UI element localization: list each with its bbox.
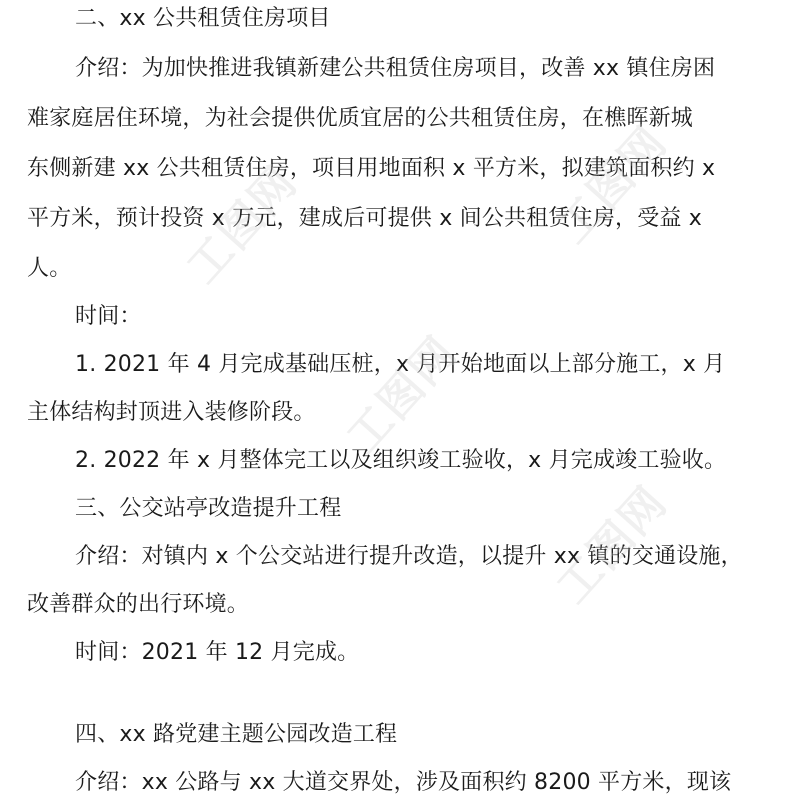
paragraph-line: 平方米，预计投资 x 万元，建成后可提供 x 间公共租赁住房，受益 x — [27, 206, 703, 231]
list-item-continuation: 主体结构封顶进入装修阶段。 — [27, 400, 316, 425]
paragraph-line: 难家庭居住环境，为社会提供优质宜居的公共租赁住房，在樵晖新城 — [27, 106, 694, 131]
paragraph-line: 人。 — [27, 256, 72, 281]
time-label: 时间： — [75, 304, 142, 329]
section-heading-2: 二、xx 公共租赁住房项目 — [75, 6, 331, 31]
paragraph-line: 东侧新建 xx 公共租赁住房，项目用地面积 x 平方米，拟建筑面积约 x — [27, 156, 716, 181]
list-item: 2. 2022 年 x 月整体完工以及组织竣工验收，x 月完成竣工验收。 — [75, 448, 727, 473]
watermark-logo: 工图网 — [547, 116, 678, 254]
section-heading-3: 三、公交站亭改造提升工程 — [75, 496, 342, 521]
watermark-logo: 工图网 — [547, 476, 678, 614]
watermark-logo: 工图网 — [177, 156, 308, 294]
list-item: 1. 2021 年 4 月完成基础压桩，x 月开始地面以上部分施工，x 月 — [75, 352, 726, 377]
watermark-logo: 工图网 — [337, 326, 468, 464]
paragraph-line: 介绍：为加快推进我镇新建公共租赁住房项目，改善 xx 镇住房困 — [75, 56, 716, 81]
paragraph-line: 介绍：对镇内 x 个公交站进行提升改造，以提升 xx 镇的交通设施， — [75, 544, 743, 569]
section-heading-4: 四、xx 路党建主题公园改造工程 — [75, 722, 398, 747]
paragraph-line: 介绍：xx 公路与 xx 大道交界处，涉及面积约 8200 平方米，现该 — [75, 770, 732, 795]
time-line: 时间：2021 年 12 月完成。 — [75, 640, 360, 665]
paragraph-line: 改善群众的出行环境。 — [27, 592, 250, 617]
